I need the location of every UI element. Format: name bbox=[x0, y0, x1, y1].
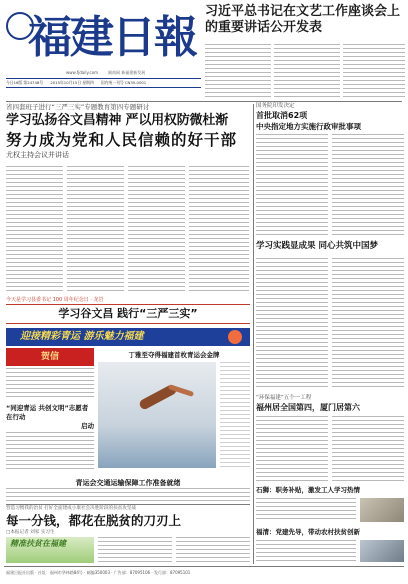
meta-date: 2015年10月15日 星期四 bbox=[50, 80, 94, 85]
column-divider bbox=[253, 104, 254, 564]
lead-body-mid bbox=[274, 44, 340, 98]
poverty-body-1 bbox=[98, 537, 172, 563]
banner-kicker: 省四套班子进行“三严三实”专题教育第四专题研讨 bbox=[6, 103, 150, 111]
transport-headline[interactable]: 青运会交通运输保障工作准备就绪 bbox=[75, 479, 181, 487]
lead-story bbox=[205, 4, 405, 101]
poverty-headline[interactable]: 每一分钱，都花在脱贫的刀刃上 bbox=[6, 513, 182, 528]
right-body-3b bbox=[332, 416, 404, 482]
congrats-badge bbox=[6, 348, 94, 366]
lead-headline[interactable]: 习近平总书记在文艺工作座谈会上的重要讲话公开发表 bbox=[205, 4, 401, 35]
poverty-ad-slogan: 精准扶贫在福建 bbox=[10, 539, 66, 548]
mid-left bbox=[6, 348, 250, 476]
photo-caption-side bbox=[220, 362, 250, 468]
divider bbox=[4, 566, 404, 567]
poverty-body-2 bbox=[176, 537, 250, 563]
right-body-1a bbox=[256, 134, 328, 236]
right-kicker-1: 国务院印发决定 bbox=[256, 103, 295, 109]
volunteer-body bbox=[6, 432, 94, 470]
masthead bbox=[0, 0, 200, 104]
poverty-byline: □本报记者 刘家 实习生 bbox=[6, 530, 55, 535]
banner-headline-1[interactable]: 学习弘扬谷文昌精神 严以用权防微杜渐 bbox=[6, 113, 228, 128]
congrats-label: 贺信 bbox=[40, 352, 59, 362]
right-photo-1 bbox=[360, 498, 404, 522]
poverty-ad[interactable] bbox=[6, 537, 94, 563]
transport-body bbox=[6, 488, 250, 502]
masthead-slogan: 闽南网 新福建新发展 bbox=[108, 70, 146, 75]
right-headline-3[interactable]: 福州居全国第四，厦门居第六 bbox=[256, 403, 360, 412]
masthead-title: 福建日報 bbox=[28, 12, 196, 63]
volunteer-headline[interactable]: “同迎青运 共创文明”志愿者在行动 bbox=[6, 404, 89, 421]
right-body-1b bbox=[332, 134, 404, 236]
meta-cn: 国内统一刊号 CN35-0001 bbox=[100, 80, 147, 85]
top-banner bbox=[6, 102, 250, 294]
right-column bbox=[256, 102, 404, 564]
gu-section bbox=[6, 296, 250, 326]
right-headline-4[interactable]: 石狮：职务补贴，激发工人学习热情 bbox=[256, 486, 360, 494]
right-headline-1b[interactable]: 中央指定地方实施行政审批事项 bbox=[256, 122, 361, 131]
lead-body-left bbox=[205, 44, 271, 98]
gold-medal-title[interactable]: 丁雅至夺得福建首枚青运会金牌 bbox=[128, 351, 220, 359]
right-kicker-3: “环保福建”五个一工程 bbox=[256, 395, 312, 401]
volunteer-headline-b: 启动 bbox=[81, 422, 94, 430]
ad-mascot-icon bbox=[228, 330, 242, 344]
right-body-3a bbox=[256, 416, 328, 482]
transport-block bbox=[6, 478, 250, 504]
poverty-story bbox=[6, 505, 250, 563]
banner-headline-2[interactable]: 努力成为党和人民信赖的好干部 bbox=[6, 131, 238, 149]
meta-issue: 今日16版 第24748号 bbox=[6, 80, 44, 85]
right-photo-2 bbox=[360, 540, 404, 562]
right-body-4 bbox=[256, 498, 356, 522]
banner-body-2 bbox=[67, 166, 124, 292]
masthead-url: www.fjdaily.com bbox=[66, 70, 99, 75]
lead-body-right bbox=[343, 44, 405, 98]
footer: 福建日报社出版 · 社址：福州市华林路84号 · 邮编350003 · 广告部：87095106 · 发行部：87095101 bbox=[6, 570, 191, 575]
right-headline-2[interactable]: 学习实践显成果 同心共筑中国梦 bbox=[256, 241, 378, 251]
banner-body-3 bbox=[128, 166, 185, 292]
right-body-2b bbox=[332, 258, 404, 390]
banner-body-4 bbox=[189, 166, 249, 292]
congrats-body bbox=[6, 368, 94, 398]
banner-subhead: 尤权主持会议并讲话 bbox=[6, 151, 69, 159]
youth-games-ad[interactable] bbox=[6, 328, 250, 346]
right-body-5 bbox=[256, 540, 356, 562]
gu-title[interactable]: 学习谷文昌 践行“三严三实” bbox=[6, 304, 250, 324]
right-headline-5[interactable]: 福清：党建先导，带动农村扶贫创新 bbox=[256, 528, 360, 536]
masthead-meta bbox=[6, 78, 201, 88]
right-body-2a bbox=[256, 258, 328, 390]
right-headline-1a[interactable]: 首批取消62项 bbox=[256, 111, 308, 120]
poverty-kicker: 营造习惯我的治贫 打好全面建成小康社会决胜阶段的扶贫攻坚战 bbox=[6, 506, 137, 511]
gu-label: 今天是学习县委书记 100 周年纪念日 · 龙岩 bbox=[6, 297, 104, 303]
banner-body-1 bbox=[6, 166, 63, 292]
ad-slogan: 迎接精彩青运 游乐魅力福建 bbox=[20, 331, 144, 342]
diving-photo bbox=[98, 362, 216, 468]
